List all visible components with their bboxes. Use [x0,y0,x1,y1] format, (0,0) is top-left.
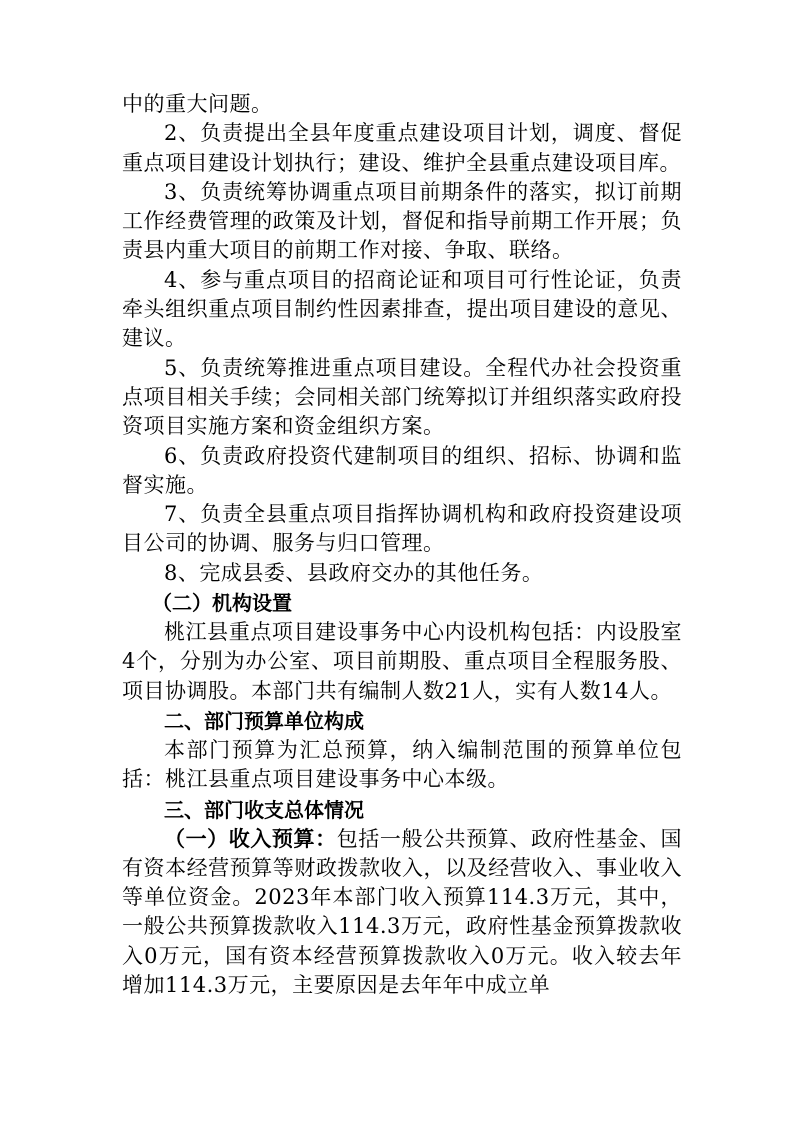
paragraph-duty-6: 6、负责政府投资代建制项目的组织、招标、协调和监督实施。 [122,443,682,497]
section-heading-units: 二、部门预算单位构成 [164,708,364,733]
paragraph-duty-7: 7、负责全县重点项目指挥协调机构和政府投资建设项目公司的协调、服务与归口管理。 [122,502,682,556]
paragraph-duty-5: 5、负责统筹推进重点项目建设。全程代办社会投资重点项目相关手续；会同相关部门统筹拟订并组织落实政府投资项目实施方案和资金组织方案。 [122,355,682,439]
section-heading-overview: 三、部门收支总体情况 [164,797,364,822]
paragraph-duty-3: 3、负责统筹协调重点项目前期条件的落实，拟订前期工作经费管理的政策及计划，督促和指导前期工作开展；负责县内重大项目的前期工作对接、争取、联络。 [122,179,682,263]
paragraph-units: 本部门预算为汇总预算，纳入编制范围的预算单位包括：桃江县重点项目建设事务中心本级。 [122,737,682,792]
income-text: 包括一般公共预算、政府性基金、国有资本经营预算等财政拨款收入，以及经营收入、事业收入等单位资金。2023年本部门收入预算114.3万元，其中，一般公共预算拨款收入114.3万元，政府性基金预算拨款收入0万元，国有资本经营预算拨款收入0万元。收入较去年增加114.3万元，主要原因是去年年中成立单 [122,826,683,998]
paragraph-income [122,825,682,1001]
section-heading-org: （二）机构设置 [152,591,292,616]
paragraph-org: 桃江县重点项目建设事务中心内设机构包括：内设股室4个，分别为办公室、项目前期股、重点项目全程服务股、项目协调股。本部门共有编制人数21人，实有人数14人。 [122,620,682,703]
paragraph-duty-4: 4、参与重点项目的招商论证和项目可行性论证，负责牵头组织重点项目制约性因素排查，提出项目建设的意见、建议。 [122,267,682,351]
paragraph-duty-2: 2、负责提出全县年度重点建设项目计划，调度、督促重点项目建设计划执行；建设、维护全县重点建设项目库。 [122,121,682,175]
income-label: （一）收入预算： [164,826,337,851]
document-page [122,90,682,1000]
paragraph-continuation: 中的重大问题。 [122,92,273,116]
paragraph-duty-8: 8、完成县委、县政府交办的其他任务。 [164,560,544,585]
